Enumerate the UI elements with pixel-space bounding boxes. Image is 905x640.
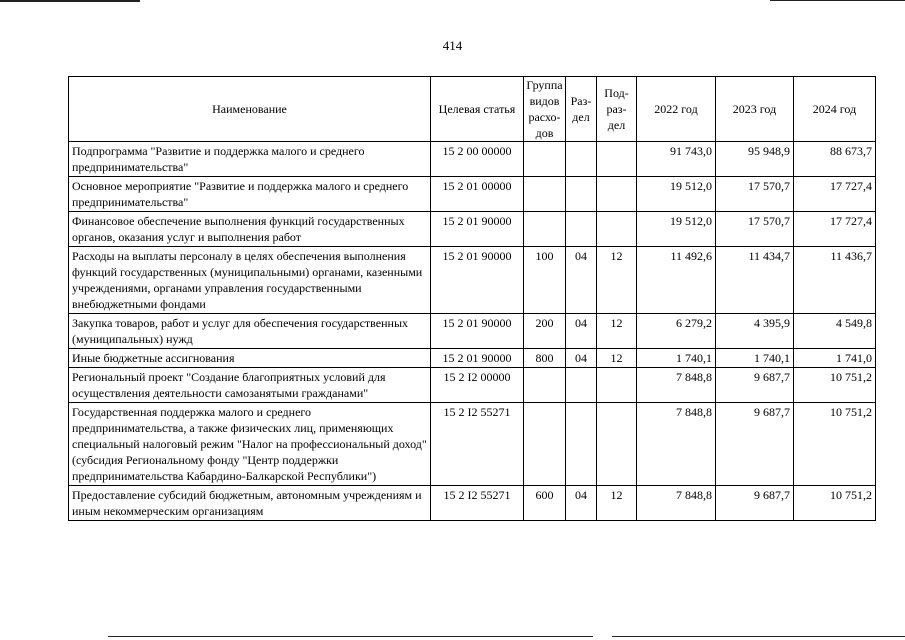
header-section-line: Раз- — [570, 94, 592, 108]
cell-2022: 19 512,0 — [637, 212, 716, 247]
cell-group — [524, 212, 566, 247]
cell-section — [566, 212, 597, 247]
header-subsection — [597, 77, 637, 142]
table-row — [69, 142, 876, 177]
scan-bottom-line-left — [108, 636, 593, 637]
cell-subsection: 12 — [597, 247, 637, 314]
header-group-line: видов — [529, 94, 560, 108]
cell-subsection: 12 — [597, 349, 637, 368]
cell-2022: 11 492,6 — [637, 247, 716, 314]
table-row — [69, 368, 876, 403]
header-2023: 2023 год — [716, 77, 794, 142]
cell-name: Иные бюджетные ассигнования — [69, 349, 431, 368]
header-group-line: дов — [535, 126, 554, 140]
cell-2024: 10 751,2 — [794, 368, 876, 403]
header-subsection-line: Под- — [604, 86, 629, 100]
scan-top-line-right — [770, 0, 905, 1]
scan-top-line — [0, 0, 140, 2]
header-target: Целевая статья — [431, 77, 524, 142]
cell-section — [566, 403, 597, 486]
table-row — [69, 177, 876, 212]
header-section-line: дел — [572, 110, 590, 124]
table-row — [69, 247, 876, 314]
cell-code: 15 2 01 90000 — [431, 349, 524, 368]
cell-code: 15 2 00 00000 — [431, 142, 524, 177]
cell-2023: 17 570,7 — [716, 212, 794, 247]
cell-section: 04 — [566, 349, 597, 368]
header-subsection-line: дел — [607, 118, 626, 132]
cell-section — [566, 368, 597, 403]
cell-code: 15 2 I2 00000 — [431, 368, 524, 403]
cell-2023: 9 687,7 — [716, 486, 794, 521]
cell-2024: 4 549,8 — [794, 314, 876, 349]
cell-subsection — [597, 403, 637, 486]
cell-2023: 9 687,7 — [716, 403, 794, 486]
cell-subsection — [597, 212, 637, 247]
cell-2024: 17 727,4 — [794, 177, 876, 212]
cell-group: 100 — [524, 247, 566, 314]
cell-code: 15 2 01 90000 — [431, 314, 524, 349]
cell-2022: 6 279,2 — [637, 314, 716, 349]
cell-2022: 91 743,0 — [637, 142, 716, 177]
cell-name: Финансовое обеспечение выполнения функций государственных органов, оказания услуг и выполнения работ — [69, 212, 431, 247]
cell-2022: 7 848,8 — [637, 368, 716, 403]
header-2022: 2022 год — [637, 77, 716, 142]
table-row — [69, 349, 876, 368]
cell-2024: 1 741,0 — [794, 349, 876, 368]
cell-code: 15 2 01 90000 — [431, 247, 524, 314]
cell-2023: 17 570,7 — [716, 177, 794, 212]
cell-2023: 4 395,9 — [716, 314, 794, 349]
cell-name: Региональный проект "Создание благоприятных условий для осуществления деятельности самозанятыми гражданами" — [69, 368, 431, 403]
header-section — [566, 77, 597, 142]
header-name: Наименование — [69, 77, 431, 142]
cell-group: 200 — [524, 314, 566, 349]
table-row — [69, 486, 876, 521]
cell-subsection — [597, 177, 637, 212]
cell-section — [566, 142, 597, 177]
cell-group: 800 — [524, 349, 566, 368]
cell-group — [524, 403, 566, 486]
cell-2023: 95 948,9 — [716, 142, 794, 177]
cell-2024: 17 727,4 — [794, 212, 876, 247]
header-group — [524, 77, 566, 142]
cell-name: Расходы на выплаты персоналу в целях обеспечения выполнения функций государственных (муниципальными) органами, казенными учреждениями, органами управления государственными внебюджетными фондами — [69, 247, 431, 314]
table-row — [69, 403, 876, 486]
cell-subsection: 12 — [597, 486, 637, 521]
cell-name: Государственная поддержка малого и среднего предпринимательства, а также физических лиц, применяющих специальный налоговый режим "Налог на профессиональный доход" (субсидия Региональному фонду "Центр поддержки предпринимательства Кабардино-Балкарской Республики") — [69, 403, 431, 486]
cell-subsection — [597, 368, 637, 403]
cell-section: 04 — [566, 247, 597, 314]
cell-section — [566, 177, 597, 212]
scan-bottom-line-right — [612, 636, 905, 637]
cell-2024: 10 751,2 — [794, 403, 876, 486]
cell-group — [524, 177, 566, 212]
cell-2022: 7 848,8 — [637, 403, 716, 486]
budget-table — [68, 76, 876, 521]
cell-code: 15 2 01 90000 — [431, 212, 524, 247]
table-header-row — [69, 77, 876, 142]
header-group-line: Группа — [526, 78, 563, 92]
page-number: 414 — [442, 38, 463, 53]
cell-code: 15 2 I2 55271 — [431, 403, 524, 486]
cell-section: 04 — [566, 486, 597, 521]
cell-group — [524, 142, 566, 177]
cell-2023: 9 687,7 — [716, 368, 794, 403]
table-row — [69, 314, 876, 349]
cell-name: Подпрограмма "Развитие и поддержка малого и среднего предпринимательства" — [69, 142, 431, 177]
cell-2024: 11 436,7 — [794, 247, 876, 314]
cell-subsection — [597, 142, 637, 177]
cell-group — [524, 368, 566, 403]
cell-2022: 1 740,1 — [637, 349, 716, 368]
cell-code: 15 2 I2 55271 — [431, 486, 524, 521]
cell-group: 600 — [524, 486, 566, 521]
header-2024: 2024 год — [794, 77, 876, 142]
cell-name: Основное мероприятие "Развитие и поддержка малого и среднего предпринимательства" — [69, 177, 431, 212]
cell-name: Предоставление субсидий бюджетным, автономным учреждениям и иным некоммерческим организациям — [69, 486, 431, 521]
cell-name: Закупка товаров, работ и услуг для обеспечения государственных (муниципальных) нужд — [69, 314, 431, 349]
header-group-line: расхо- — [528, 110, 561, 124]
cell-2024: 10 751,2 — [794, 486, 876, 521]
cell-2022: 19 512,0 — [637, 177, 716, 212]
cell-2023: 11 434,7 — [716, 247, 794, 314]
header-subsection-line: раз- — [606, 102, 627, 116]
cell-section: 04 — [566, 314, 597, 349]
cell-code: 15 2 01 00000 — [431, 177, 524, 212]
cell-2022: 7 848,8 — [637, 486, 716, 521]
cell-2024: 88 673,7 — [794, 142, 876, 177]
cell-2023: 1 740,1 — [716, 349, 794, 368]
cell-subsection: 12 — [597, 314, 637, 349]
table-row — [69, 212, 876, 247]
